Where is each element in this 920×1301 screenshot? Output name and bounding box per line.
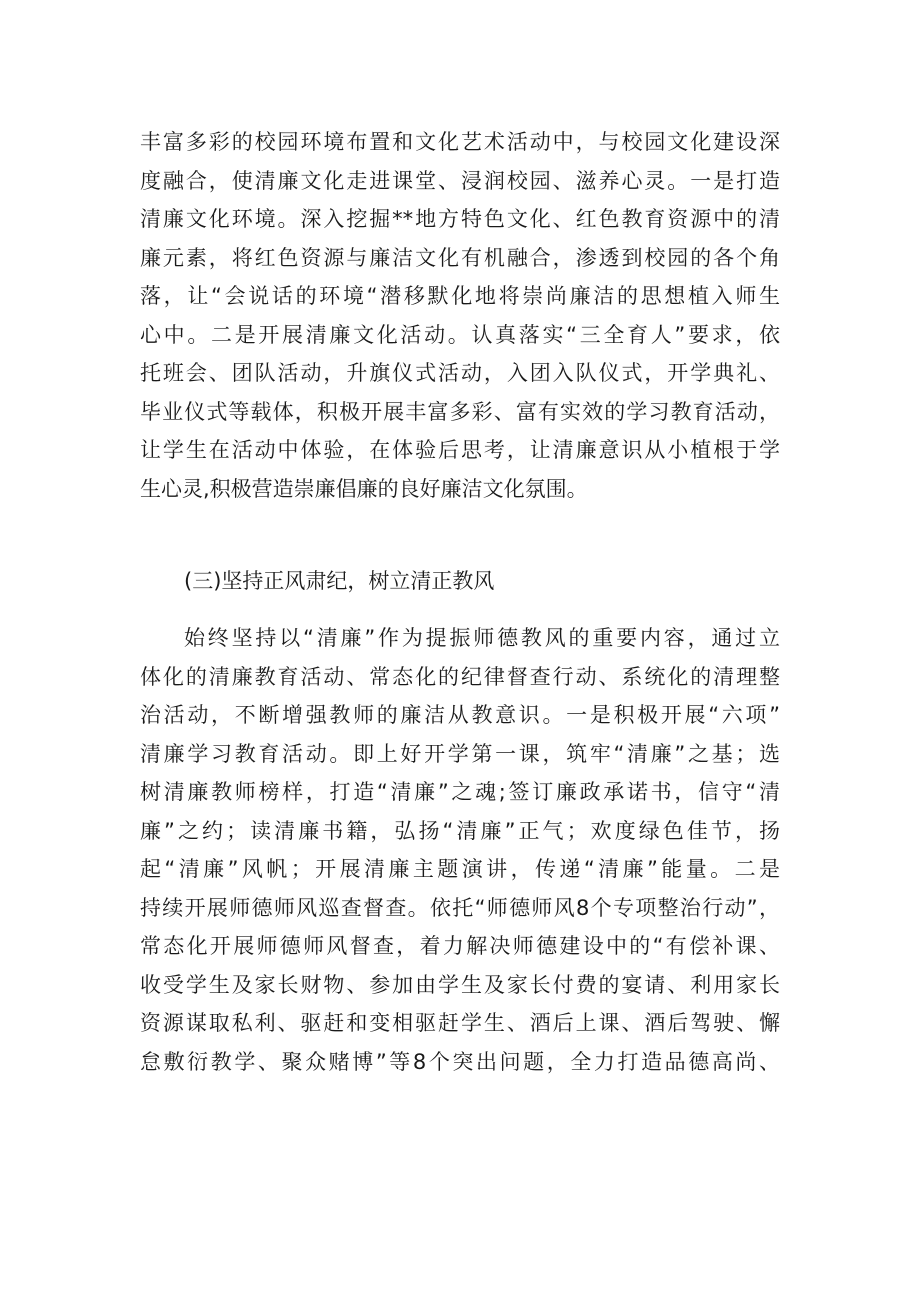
text-line: 让学生在活动中体验，在体验后思考，让清廉意识从小植根于学 (140, 438, 780, 462)
text-line: 廉元素，将红色资源与廉洁文化有机融合，渗透到校园的各个角 (140, 245, 780, 270)
text-line: 落，让“会说话的环境“潜移默化地将崇尚廉洁的思想植入师生 (140, 284, 780, 308)
text-line: 治活动，不断增强教师的廉洁从教意识。一是积极开展“六项” (140, 703, 780, 727)
text-line: 树清廉教师榜样，打造“清廉”之魂;签订廉政承诺书，信守“清 (140, 780, 780, 804)
text-line: 持续开展师德师风巡查督查。依托“师德师风8个专项整治行动”， (140, 895, 780, 920)
text-line: 廉”之约；读清廉书籍，弘扬“清廉”正气；欢度绿色佳节，扬 (140, 818, 780, 843)
text-line: 度融合，使清廉文化走进课堂、浸润校园、滋养心灵。一是打造 (140, 168, 780, 193)
text-line: 收受学生及家长财物、参加由学生及家长付费的宴请、利用家长 (140, 972, 780, 997)
text-line: 毕业仪式等载体，积极开展丰富多彩、富有实效的学习教育活动， (140, 399, 780, 424)
text-line: 丰富多彩的校园环境布置和文化艺术活动中，与校园文化建设深 (140, 130, 780, 154)
text-line: 生心灵,积极营造崇廉倡廉的良好廉洁文化氛围。 (140, 476, 588, 501)
paragraph-discipline (140, 619, 780, 1081)
text-line: 清廉学习教育活动。即上好开学第一课，筑牢“清廉”之基；选 (140, 741, 780, 766)
text-line: 心中。二是开展清廉文化活动。认真落实“三全育人”要求，依 (140, 322, 780, 347)
text-line: 托班会、团队活动，升旗仪式活动，入团入队仪式，开学典礼、 (140, 361, 780, 385)
section-heading: (三)坚持正风肃纪，树立清正教风 (184, 569, 495, 593)
text-line: 清廉文化环境。深入挖掘**地方特色文化、红色教育资源中的清 (140, 207, 780, 231)
text-line: 始终坚持以“清廉”作为提振师德教风的重要内容，通过立 (184, 626, 780, 650)
text-line: 资源谋取私利、驱赶和变相驱赶学生、酒后上课、酒后驾驶、懈 (140, 1011, 780, 1035)
paragraph-culture-activities (140, 123, 780, 508)
text-line: 怠敷衍教学、聚众赌博”等8个突出问题，全力打造品德高尚、 (140, 1049, 780, 1074)
text-line: 起“清廉”风帆；开展清廉主题演讲，传递“清廉”能量。二是 (140, 857, 780, 881)
text-line: 体化的清廉教育活动、常态化的纪律督查行动、系统化的清理整 (140, 664, 780, 689)
text-line: 常态化开展师德师风督查，着力解决师德建设中的“有偿补课、 (140, 934, 780, 958)
